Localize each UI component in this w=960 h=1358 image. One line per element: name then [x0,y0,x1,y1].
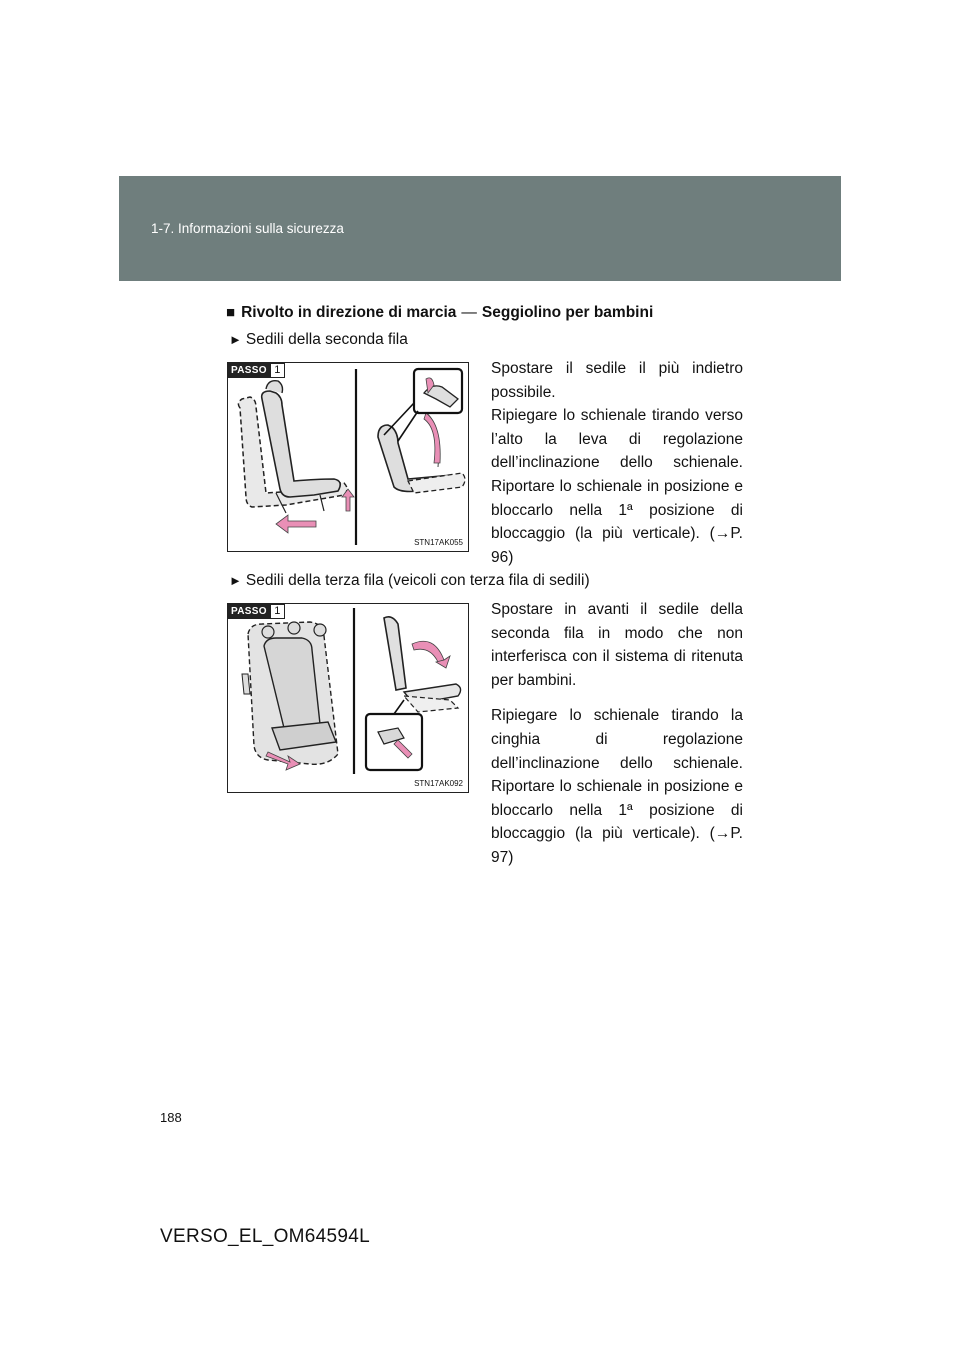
figure-second-row-seat [227,362,469,552]
block1-text [491,357,743,579]
triangle-arrow-icon: ► [229,573,242,588]
step-number: 1 [270,604,285,619]
seat-illustration [228,363,468,551]
seat-current [262,391,341,497]
figure-third-row-seat [227,603,469,793]
step-word: PASSO [228,604,270,619]
section-heading-dash: — [461,304,477,321]
section-heading-part1: Rivolto in direzione di marcia [241,304,457,321]
paragraph: Spostare il sedile il più indietro possibile. [491,360,743,401]
section-title: 1-7. Informazioni sulla sicurezza [151,221,344,236]
header-band [119,176,841,281]
square-bullet-icon: ■ [226,304,236,321]
seat-illustration [228,604,468,776]
subheading-third-row [229,572,590,590]
step-badge [228,604,285,619]
figure-code: STN17AK055 [414,538,463,547]
figure-code: STN17AK092 [414,779,463,788]
subheading-second-row [229,331,408,349]
step-number: 1 [270,363,285,378]
arrow-backward-icon [276,515,316,533]
section-heading-part2: Seggiolino per bambini [481,304,654,321]
paragraph: Ripiegare lo schienale tirando verso l’alto la leva di regolazione dell’inclinazione dello schienale. Riportare lo schienale in posizione e bloccarlo nella 1ª posizione di bloccaggio (la più verticale). (→P. 96) [491,407,743,566]
step-word: PASSO [228,363,270,378]
subheading-text: Sedili della seconda fila [245,331,408,348]
arrow-recline-icon [412,641,444,662]
section-heading [226,304,653,322]
paragraph: Spostare in avanti il sedile della seconda fila in modo che non interferisca con il sistema di ritenuta per bambini. [491,601,743,689]
page-number: 188 [160,1110,182,1125]
arrow-recline-icon [424,413,440,463]
subheading-text: Sedili della terza fila (veicoli con terza fila di sedili) [245,572,590,589]
paragraph: Ripiegare lo schienale tirando la cinghia di regolazione dell’inclinazione dello schienale. Riportare lo schienale in posizione e bloccarlo nella 1ª posizione di bloccaggio (la più verticale). (→P. 97) [491,707,743,866]
triangle-arrow-icon: ► [229,332,242,347]
strap-callout [366,714,422,770]
block2-text [491,598,743,880]
seat-right-back [384,617,406,690]
step-badge [228,363,285,378]
document-code: VERSO_EL_OM64594L [160,1226,370,1247]
